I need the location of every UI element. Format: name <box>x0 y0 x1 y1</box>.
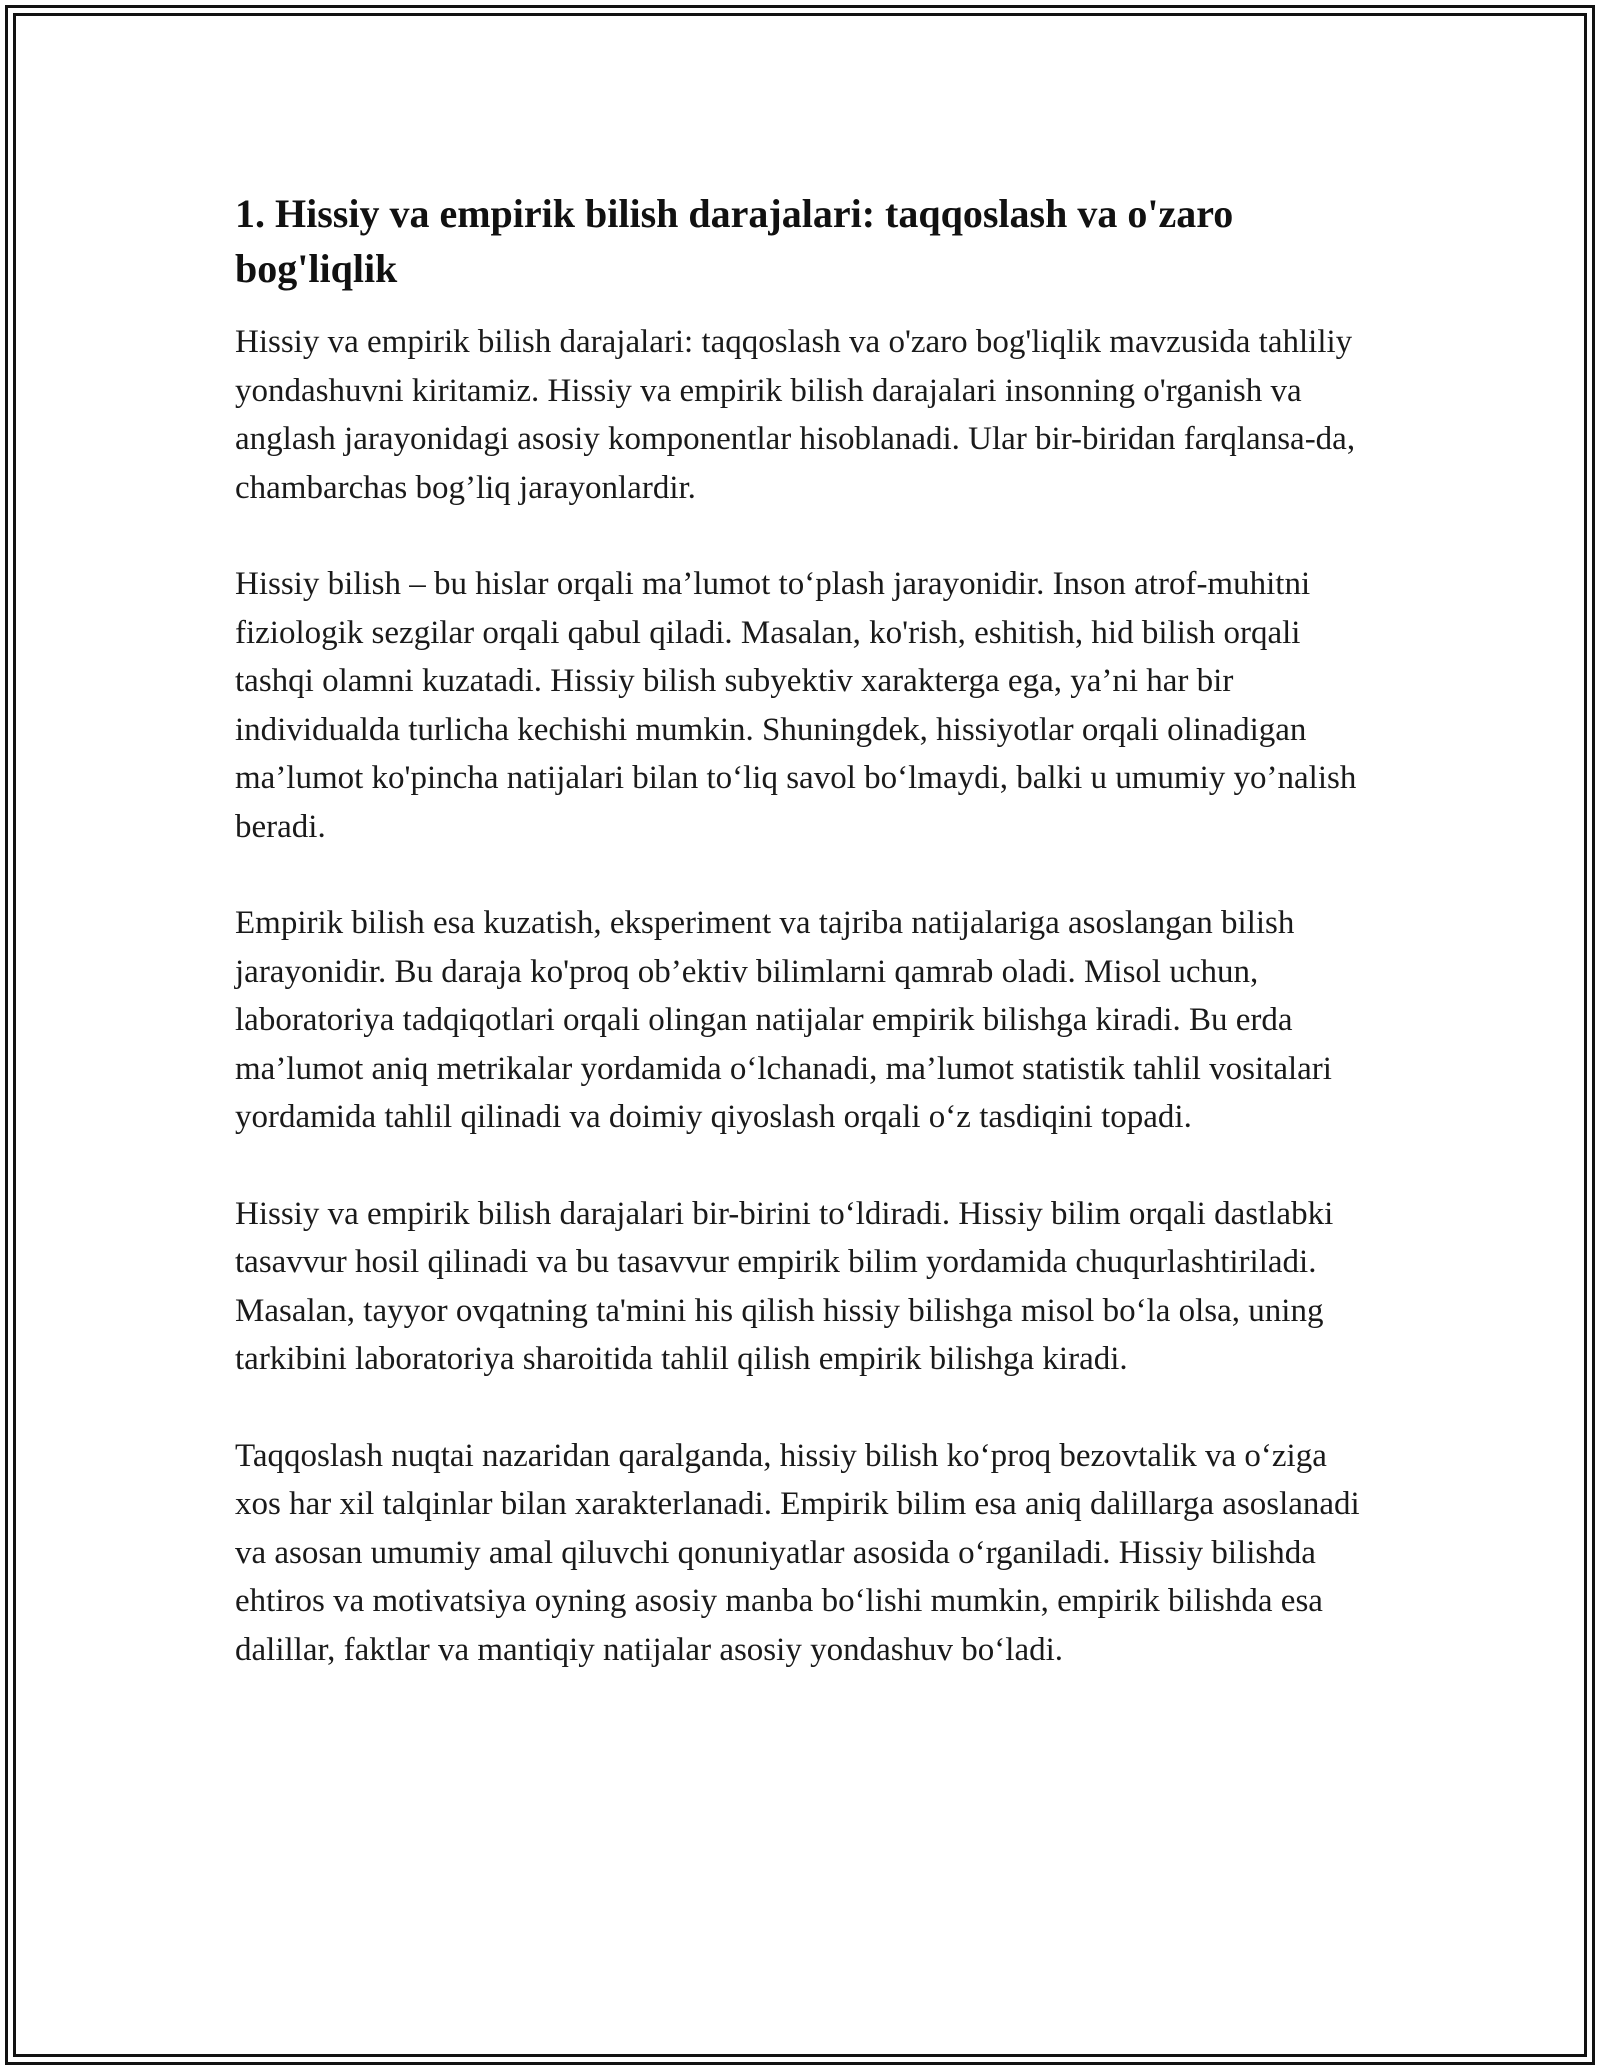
paragraph-complementarity: Hissiy va empirik bilish darajalari bir-birini to‘ldiradi. Hissiy bilim orqali dastlabki tasavvur hosil qilinadi va bu tasavvur empirik bilim yordamida chuqurlashtiriladi. Masalan, tayyor ovqatning ta'mini his qilish hissiy bilishga misol bo‘la olsa, uning tarkibini laboratoriya sharoitida tahlil qilish empirik bilishga kiradi. <box>235 1195 1334 1377</box>
paragraph-intro: Hissiy va empirik bilish darajalari: taqqoslash va o'zaro bog'liqlik mavzusida tahliliy yondashuvni kiritamiz. Hissiy va empirik bilish darajalari insonning o'rganish va anglash jarayonidagi asosiy komponentlar hisoblanadi. Ular bir-biridan farqlansa-da, chambarchas bog’liq jarayonlardir. <box>235 324 1356 506</box>
document-body <box>235 186 1375 1722</box>
section-heading: 1. Hissiy va empirik bilish darajalari: taqqoslash va o'zaro bog'liqlik <box>235 191 1234 291</box>
paragraph-empirical-cognition: Empirik bilish esa kuzatish, eksperiment va tajriba natijalariga asoslangan bilish jarayonidir. Bu daraja ko'proq ob’ektiv bilimlarni qamrab oladi. Misol uchun, laboratoriya tadqiqotlari orqali olingan natijalar empirik bilishga kiradi. Bu erda ma’lumot aniq metrikalar yordamida o‘lchanadi, ma’lumot statistik tahlil vositalari yordamida tahlil qilinadi va doimiy qiyoslash orqali o‘z tasdiqini topadi. <box>235 905 1332 1135</box>
paragraph-comparison: Taqqoslash nuqtai nazaridan qaralganda, hissiy bilish ko‘proq bezovtalik va o‘ziga xos har xil talqinlar bilan xarakterlanadi. Empirik bilim esa aniq dalillarga asoslanadi va asosan umumiy amal qiluvchi qonuniyatlar asosida o‘rganiladi. Hissiy bilishda ehtiros va motivatsiya oyning asosiy manba bo‘lishi mumkin, empirik bilishda esa dalillar, faktlar va mantiqiy natijalar asosiy yondashuv bo‘ladi. <box>235 1437 1360 1668</box>
paragraph-sensory-cognition: Hissiy bilish – bu hislar orqali ma’lumot to‘plash jarayonidir. Inson atrof-muhitni fiziologik sezgilar orqali qabul qiladi. Masalan, ko'rish, eshitish, hid bilish orqali tashqi olamni kuzatadi. Hissiy bilish subyektiv xarakterga ega, ya’ni har bir individualda turlicha kechishi mumkin. Shuningdek, hissiyotlar orqali olinadigan ma’lumot ko'pincha natijalari bilan to‘liq savol bo‘lmaydi, balki u umumiy yo’nalish beradi. <box>235 566 1357 845</box>
